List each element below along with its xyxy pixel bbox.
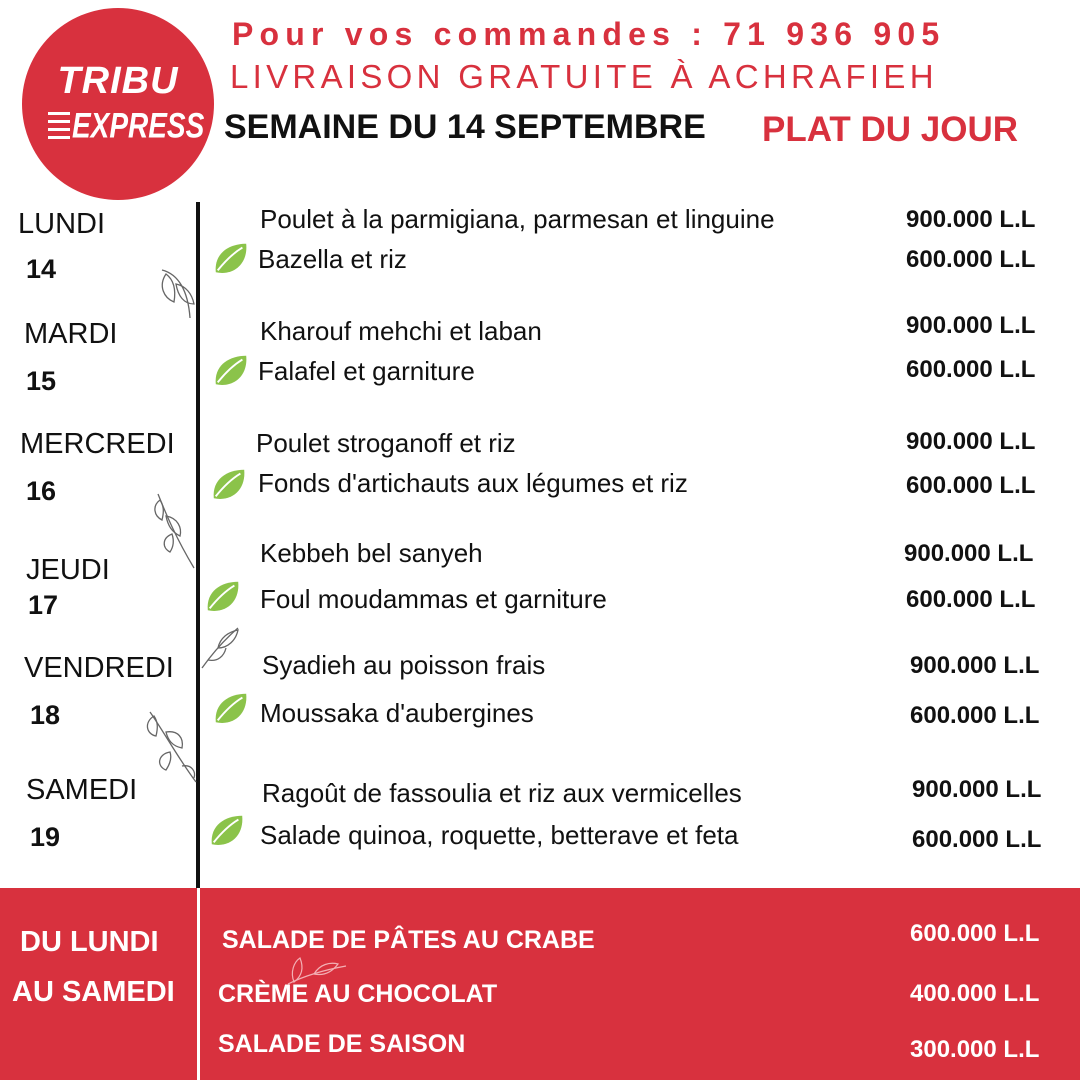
- veg-dish-vendredi: Moussaka d'aubergines: [260, 698, 534, 728]
- day-name-lundi: LUNDI: [18, 208, 106, 240]
- brand-name-line2: EXPRESS: [72, 106, 205, 145]
- green-leaf-icon: [212, 240, 250, 278]
- sketch-leaf-icon: [150, 490, 198, 570]
- weekly-item-price: 400.000 L.L: [910, 980, 1040, 1007]
- day-name-samedi: SAMEDI: [26, 774, 138, 806]
- veg-price-jeudi: 600.000 L.L: [906, 586, 1036, 613]
- green-leaf-icon: [208, 812, 246, 850]
- weekly-item-price: 300.000 L.L: [910, 1036, 1040, 1063]
- day-name-jeudi: JEUDI: [26, 554, 110, 586]
- veg-dish-mercredi: Fonds d'artichauts aux légumes et riz: [258, 468, 688, 498]
- day-number-samedi: 19: [30, 822, 61, 852]
- main-price-vendredi: 900.000 L.L: [910, 652, 1040, 679]
- main-dish-vendredi: Syadieh au poisson frais: [262, 650, 546, 680]
- green-leaf-icon: [212, 690, 250, 728]
- weekly-item-price: 600.000 L.L: [910, 920, 1040, 947]
- main-dish-lundi: Poulet à la parmigiana, parmesan et linguine: [260, 204, 775, 234]
- week-title: SEMAINE DU 14 SEPTEMBRE: [224, 108, 706, 146]
- weekly-label-line2: AU SAMEDI: [12, 976, 175, 1008]
- veg-price-lundi: 600.000 L.L: [906, 246, 1036, 273]
- speed-lines-icon: [48, 112, 70, 144]
- weekly-item: SALADE DE SAISON: [218, 1030, 466, 1058]
- main-dish-mardi: Kharouf mehchi et laban: [260, 316, 542, 346]
- main-price-lundi: 900.000 L.L: [906, 206, 1036, 233]
- green-leaf-icon: [212, 352, 250, 390]
- veg-dish-lundi: Bazella et riz: [258, 244, 407, 274]
- day-name-mercredi: MERCREDI: [20, 428, 175, 460]
- veg-dish-mardi: Falafel et garniture: [258, 356, 475, 386]
- brand-logo: [22, 8, 214, 200]
- veg-price-vendredi: 600.000 L.L: [910, 702, 1040, 729]
- veg-price-mercredi: 600.000 L.L: [906, 472, 1036, 499]
- day-number-mardi: 15: [26, 366, 57, 396]
- main-price-mardi: 900.000 L.L: [906, 312, 1036, 339]
- orders-phone: Pour vos commandes : 71 936 905: [232, 16, 946, 52]
- green-leaf-icon: [210, 466, 248, 504]
- sketch-leaf-icon: [154, 264, 198, 324]
- weekly-specials-panel: [0, 888, 1080, 1080]
- veg-dish-samedi: Salade quinoa, roquette, betterave et feta: [260, 820, 739, 850]
- day-number-lundi: 14: [26, 254, 57, 284]
- day-name-vendredi: VENDREDI: [24, 652, 174, 684]
- main-price-mercredi: 900.000 L.L: [906, 428, 1036, 455]
- sketch-leaf-icon: [140, 708, 198, 784]
- veg-price-mardi: 600.000 L.L: [906, 356, 1036, 383]
- plat-du-jour-title: PLAT DU JOUR: [762, 110, 1019, 149]
- main-price-samedi: 900.000 L.L: [912, 776, 1042, 803]
- weekly-item: CRÈME AU CHOCOLAT: [218, 980, 498, 1008]
- sketch-leaf-icon: [198, 624, 242, 672]
- day-number-vendredi: 18: [30, 700, 61, 730]
- day-number-mercredi: 16: [26, 476, 57, 506]
- weekly-divider: [197, 888, 200, 1080]
- veg-dish-jeudi: Foul moudammas et garniture: [260, 584, 607, 614]
- weekly-label-line1: DU LUNDI: [20, 926, 159, 958]
- brand-name-line1: TRIBU: [57, 60, 179, 102]
- main-dish-jeudi: Kebbeh bel sanyeh: [260, 538, 483, 568]
- main-dish-samedi: Ragoût de fassoulia et riz aux vermicelles: [262, 778, 742, 808]
- day-name-mardi: MARDI: [24, 318, 118, 350]
- main-price-jeudi: 900.000 L.L: [904, 540, 1034, 567]
- free-delivery-banner: LIVRAISON GRATUITE À ACHRAFIEH: [230, 58, 938, 95]
- veg-price-samedi: 600.000 L.L: [912, 826, 1042, 853]
- green-leaf-icon: [204, 578, 242, 616]
- weekly-item: SALADE DE PÂTES AU CRABE: [222, 926, 595, 954]
- main-dish-mercredi: Poulet stroganoff et riz: [256, 428, 516, 458]
- day-number-jeudi: 17: [28, 590, 59, 620]
